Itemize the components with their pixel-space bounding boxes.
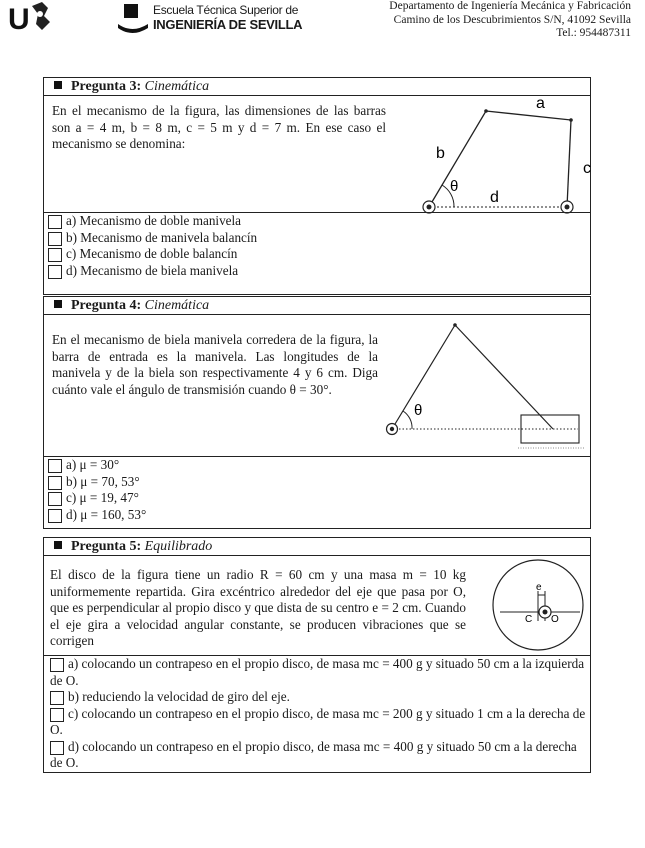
question-4-options (44, 456, 590, 523)
checkbox[interactable] (48, 492, 62, 506)
option-d[interactable] (44, 263, 590, 280)
option-label: b) μ = 70, 53° (66, 473, 140, 489)
slider-crank-figure (382, 319, 588, 457)
question-3 (43, 77, 591, 295)
label-theta: θ (414, 402, 423, 419)
checkbox[interactable] (48, 232, 62, 246)
option-c[interactable] (44, 490, 590, 507)
option-label: d) Mecanismo de biela manivela (66, 262, 239, 278)
option-c[interactable] (44, 246, 590, 263)
question-3-text: En el mecanismo de la figura, las dimensiones de las barras son a = 4 m, b = 8 m, c = 5 m y d = 7 m. En ese caso el mecanismo se denomina: (52, 103, 386, 151)
checkbox[interactable] (48, 248, 62, 262)
checkbox[interactable] (48, 459, 62, 473)
question-4-header (44, 297, 590, 315)
department-info (389, 0, 631, 41)
svg-text:U: U (8, 3, 30, 36)
checkbox[interactable] (48, 215, 62, 229)
bullet-square-icon (54, 81, 62, 89)
department-address: Camino de los Descubrimientos S/N, 41092 Sevilla (393, 13, 631, 26)
question-3-options (44, 212, 590, 279)
bullet-square-icon (54, 300, 62, 308)
school-logo (118, 2, 303, 34)
checkbox[interactable] (50, 741, 64, 755)
checkbox[interactable] (48, 509, 62, 523)
option-d[interactable] (44, 507, 590, 524)
label-c: C (525, 614, 533, 625)
checkbox[interactable] (48, 265, 62, 279)
department-name: Departamento de Ingeniería Mecánica y Fabricación (389, 0, 631, 12)
option-a[interactable] (44, 213, 590, 230)
department-phone: Tel.: 954487311 (556, 27, 631, 39)
disc-figure (490, 557, 588, 653)
question-4-text: En el mecanismo de biela manivela corredera de la figura, la barra de entrada es la manivela. Las longitudes de la manivela y de la biela son respectivamente 4 y 6 cm. Diga cuánto vale el ángulo de transmisión cuando θ = 30°. (52, 332, 378, 397)
bullet-square-icon (54, 541, 62, 549)
school-name-line1: Escuela Técnica Superior de (153, 3, 299, 17)
option-label: b) reduciendo la velocidad de giro del eje. (68, 689, 290, 704)
question-3-number: Pregunta 3: (71, 79, 142, 94)
checkbox[interactable] (48, 476, 62, 490)
label-d: d (490, 189, 499, 206)
option-a[interactable] (44, 457, 590, 474)
label-theta: θ (450, 178, 459, 195)
question-4-number: Pregunta 4: (71, 298, 142, 313)
option-label: a) μ = 30° (66, 457, 120, 472)
option-label: a) Mecanismo de doble manivela (66, 213, 242, 228)
option-b[interactable] (44, 230, 590, 247)
checkbox[interactable] (50, 691, 64, 705)
option-label: c) μ = 19, 47° (66, 490, 139, 505)
question-4-topic: Cinemática (144, 298, 210, 313)
question-5-number: Pregunta 5: (71, 539, 142, 554)
question-5-text: El disco de la figura tiene un radio R = 60 cm y una masa m = 10 kg uniformemente repartida. Gira excéntrico alrededor del eje que pasa por O, que es perpendicular al propio disco y que dista de su centro e = 2 cm. Cuando el eje gira a velocidad angular constante, se producen vibraciones que se corrigen (50, 567, 466, 648)
option-b[interactable] (44, 689, 590, 706)
four-bar-figure (414, 94, 590, 218)
question-5-header (44, 538, 590, 556)
school-name-line2: INGENIERÍA DE SEVILLA (153, 17, 303, 32)
option-b[interactable] (44, 474, 590, 491)
question-4 (43, 296, 591, 529)
university-logo (8, 0, 54, 34)
option-c[interactable] (44, 706, 590, 739)
school-logo-icon (118, 4, 148, 34)
option-label: c) colocando un contrapeso en el propio disco, de masa mc = 200 g y situado 1 cm a la derecha de O. (50, 705, 586, 737)
label-c: c (583, 160, 591, 177)
option-d[interactable] (44, 739, 590, 772)
question-5-options (44, 655, 590, 772)
question-5 (43, 537, 591, 773)
option-label: d) μ = 160, 53° (66, 506, 147, 522)
option-a[interactable] (44, 656, 590, 689)
label-a: a (536, 95, 545, 112)
label-e: e (536, 582, 542, 593)
option-label: a) colocando un contrapeso en el propio disco, de masa mc = 400 g y situado 50 cm a la izquierda de O. (50, 656, 585, 688)
question-5-topic: Equilibrado (144, 539, 213, 554)
question-3-topic: Cinemática (144, 79, 210, 94)
checkbox[interactable] (50, 708, 64, 722)
checkbox[interactable] (50, 658, 64, 672)
option-label: c) Mecanismo de doble balancín (66, 246, 238, 261)
label-b: b (436, 145, 445, 162)
label-o: O (551, 614, 559, 625)
option-label: b) Mecanismo de manivela balancín (66, 229, 258, 245)
option-label: d) colocando un contrapeso en el propio disco, de masa mc = 400 g y situado 50 cm a la derecha de O. (50, 738, 577, 770)
